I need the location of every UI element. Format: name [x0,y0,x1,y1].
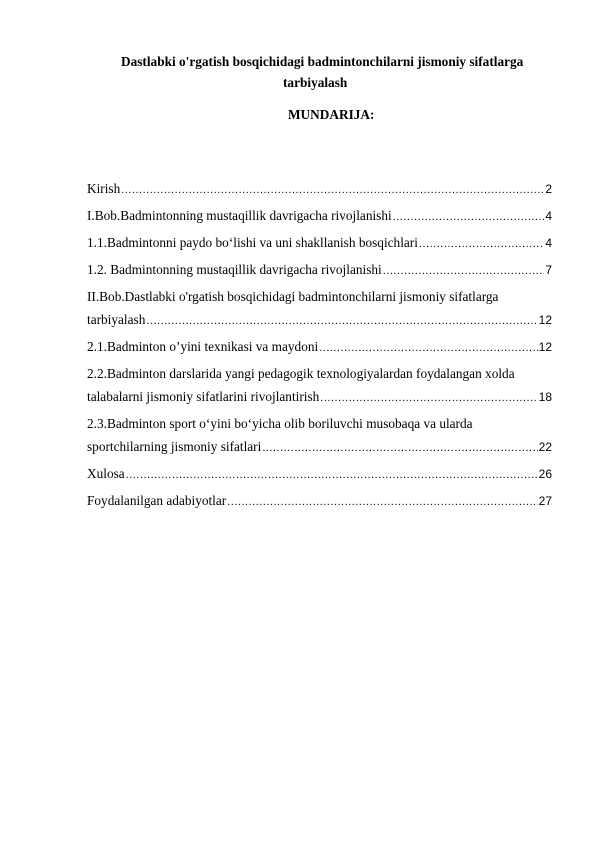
toc-page-number: 7 [545,263,552,277]
toc-leader-dots [419,233,544,256]
toc-page-number: 4 [545,236,552,250]
toc-page-number: 12 [538,313,552,327]
toc-entry-xulosa[interactable] [87,462,552,485]
toc-page-number: 22 [538,440,552,454]
toc-entry-title: Kirish [87,181,121,196]
toc-entry-section-1-2[interactable] [87,258,552,281]
toc-leader-dots [383,260,545,283]
table-of-contents [87,177,552,512]
toc-leader-dots [227,491,537,514]
toc-entry-section-2-3[interactable] [87,412,552,458]
toc-page-number: 27 [538,494,552,508]
toc-entry-section-2-2[interactable] [87,362,552,408]
toc-entry-section-2-1[interactable] [87,335,552,358]
toc-entry-title: Foydalanilgan adabiyotlar [87,493,227,508]
toc-page-number: 18 [538,390,552,404]
toc-leader-dots [262,437,537,460]
document-title [96,51,596,93]
toc-entry-title-line: 2.3.Badminton sport o‘yini bo‘yicha olib boriluvchi musobaqa va ularda [87,416,473,431]
toc-leader-dots [320,387,537,410]
toc-entry-section-1-1[interactable] [87,231,552,254]
contents-heading: MUNDARIJA: [288,107,375,122]
toc-page-number: 4 [545,209,552,223]
toc-leader-dots [121,179,544,202]
document-title-line-1: Dastlabki o'rgatish bosqichidagi badmintonchilarni jismoniy sifatlarga [121,54,524,69]
toc-page-number: 2 [545,182,552,196]
toc-entry-title: 2.1.Badminton o’yini texnikasi va maydoni [87,339,319,354]
toc-entry-title: tarbiyalash [87,312,146,327]
toc-entry-title: I.Bob.Badmintonning mustaqillik davrigacha rivojlanishi [87,208,392,223]
toc-entry-title-line: II.Bob.Dastlabki o'rgatish bosqichidagi badmintonchilarni jismoniy sifatlarga [87,289,499,304]
toc-entry-title: 1.1.Badmintonni paydo bo‘lishi va uni shakllanish bosqichlari [87,235,418,250]
toc-entry-title: talabalarni jismoniy sifatlarini rivojlantirish [87,389,320,404]
toc-leader-dots [126,464,538,487]
toc-page-number: 26 [538,467,552,481]
toc-leader-dots [146,310,537,333]
toc-leader-dots [319,337,537,360]
toc-entry-title-line: 2.2.Badminton darslarida yangi pedagogik texnologiyalardan foydalangan xolda [87,366,515,381]
toc-entry-chapter-1[interactable] [87,204,552,227]
toc-page-number: 12 [538,340,552,354]
toc-entry-kirish[interactable] [87,177,552,200]
toc-entry-chapter-2[interactable] [87,285,552,331]
document-title-line-2: tarbiyalash [283,75,348,90]
toc-entry-adabiyotlar[interactable] [87,489,552,512]
toc-entry-title: sportchilarning jismoniy sifatlari [87,439,262,454]
toc-entry-title: 1.2. Badmintonning mustaqillik davrigacha rivojlanishi [87,262,382,277]
toc-leader-dots [393,206,545,229]
toc-entry-title: Xulosa [87,466,125,481]
